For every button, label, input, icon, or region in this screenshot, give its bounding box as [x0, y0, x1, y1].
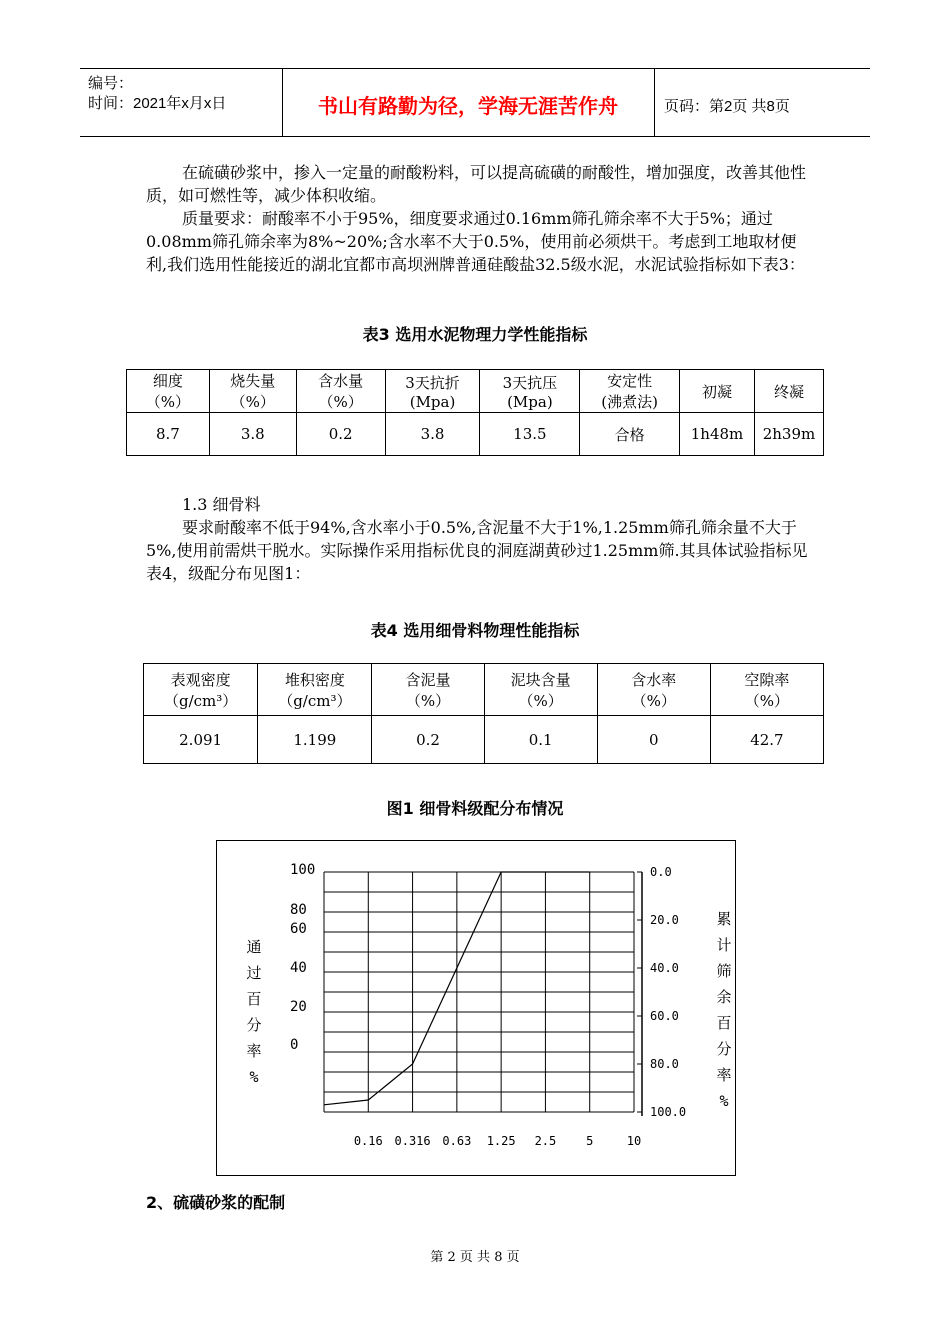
x-tick-label: 5	[586, 1134, 594, 1148]
header-bottom-rule	[80, 136, 870, 137]
left-axis-title: 通过百分率%	[246, 938, 262, 1086]
table4-header-cell: 空隙率 （%）	[710, 664, 823, 716]
paragraph-2: 质量要求：耐酸率不小于95%，细度要求通过0.16mm筛孔筛余率不大于5%；通过0.08mm筛孔筛余率为8%~20%;含水率不大于0.5%，使用前必须烘干。考虑到工地取材便利,我们选用性能接近的湖北宜都市高坝洲牌普通硅酸盐32.5级水泥，水泥试验指标如下表3：	[146, 209, 805, 274]
table3	[126, 369, 824, 456]
table3-header-cell: 终凝	[754, 370, 823, 413]
right-tick-label: 40.0	[650, 961, 679, 975]
table4-value-cell: 42.7	[710, 716, 823, 764]
left-tick-label: 0	[290, 1037, 299, 1053]
right-tick-label: 100.0	[650, 1105, 687, 1119]
table4-caption: 表4 选用细骨料物理性能指标	[370, 621, 580, 640]
header-date-label: 时间：2021年x月x日	[88, 95, 227, 112]
table3-header-cell: 烧失量 （%）	[209, 370, 296, 413]
table3-value-cell: 1h48m	[680, 413, 755, 456]
table3-header-cell: 3天抗折 (Mpa)	[385, 370, 480, 413]
table4-header-cell: 堆积密度 （g/cm³）	[258, 664, 372, 716]
left-tick-label: 40	[290, 960, 307, 976]
header-motto: 书山有路勤为径，学海无涯苦作舟	[318, 94, 618, 118]
x-tick-label: 0.16	[353, 1134, 383, 1148]
figure1-caption: 图1 细骨料级配分布情况	[386, 799, 564, 818]
x-tick-label: 2.5	[534, 1134, 557, 1148]
table3-value-cell: 合格	[580, 413, 680, 456]
table3-header-cell: 含水量 （%）	[296, 370, 385, 413]
table3-value-cell: 2h39m	[754, 413, 823, 456]
section-13-text: 要求耐酸率不低于94%,含水率小于0.5%,含泥量不大于1%,1.25mm筛孔筛余量不大于5%,使用前需烘干脱水。实际操作采用指标优良的洞庭湖黄砂过1.25mm筛.其具体试验指标见表4，级配分布见图1：	[146, 518, 808, 583]
table4-value-cell: 0.2	[372, 716, 484, 764]
right-tick-label: 60.0	[650, 1009, 679, 1023]
x-tick-label: 10	[626, 1134, 642, 1148]
right-axis-title: 累计筛余百分率%	[716, 910, 732, 1110]
page-footer: 第 2 页 共 8 页	[430, 1250, 520, 1265]
header-divider	[654, 68, 655, 136]
table3-caption: 表3 选用水泥物理力学性能指标	[362, 325, 588, 344]
section-2-heading: 2、硫磺砂浆的配制	[146, 1193, 286, 1212]
table3-header-cell: 初凝	[680, 370, 755, 413]
x-tick-label: 0.63	[442, 1134, 472, 1148]
right-tick-label: 80.0	[650, 1057, 679, 1071]
table4-header-cell: 含泥量 （%）	[372, 664, 484, 716]
table3-value-cell: 13.5	[480, 413, 580, 456]
header-number-label: 编号：	[88, 75, 134, 92]
table4-value-cell: 0.1	[484, 716, 597, 764]
header-top-rule	[80, 68, 870, 69]
right-tick-label: 20.0	[650, 913, 679, 927]
x-tick-label: 0.316	[394, 1134, 431, 1148]
table3-value-cell: 0.2	[296, 413, 385, 456]
table3-value-cell: 8.7	[127, 413, 210, 456]
left-tick-label: 80	[290, 902, 307, 918]
table4	[143, 663, 824, 764]
table4-value-cell: 2.091	[144, 716, 258, 764]
section-13-heading: 1.3 细骨料	[182, 495, 261, 514]
table3-header-cell: 细度 （%）	[127, 370, 210, 413]
header-page-label: 页码：第2页 共8页	[664, 98, 790, 115]
grading-chart	[216, 840, 736, 1176]
table4-header-cell: 泥块含量 （%）	[484, 664, 597, 716]
table3-header-cell: 安定性 (沸煮法)	[580, 370, 680, 413]
table3-header-cell: 3天抗压 (Mpa)	[480, 370, 580, 413]
table3-value-cell: 3.8	[209, 413, 296, 456]
table3-value-cell: 3.8	[385, 413, 480, 456]
table4-header-cell: 表观密度 （g/cm³）	[144, 664, 258, 716]
left-tick-label: 20	[290, 999, 307, 1015]
table4-header-cell: 含水率 （%）	[597, 664, 710, 716]
table4-value-cell: 1.199	[258, 716, 372, 764]
x-tick-label: 1.25	[486, 1134, 516, 1148]
left-tick-label: 100	[290, 862, 316, 878]
paragraph-1: 在硫磺砂浆中，掺入一定量的耐酸粉料，可以提高硫磺的耐酸性，增加强度，改善其他性质，如可燃性等，减少体积收缩。	[146, 163, 807, 205]
left-tick-label: 60	[290, 921, 307, 937]
right-tick-label: 0.0	[650, 865, 672, 879]
table4-value-cell: 0	[597, 716, 710, 764]
